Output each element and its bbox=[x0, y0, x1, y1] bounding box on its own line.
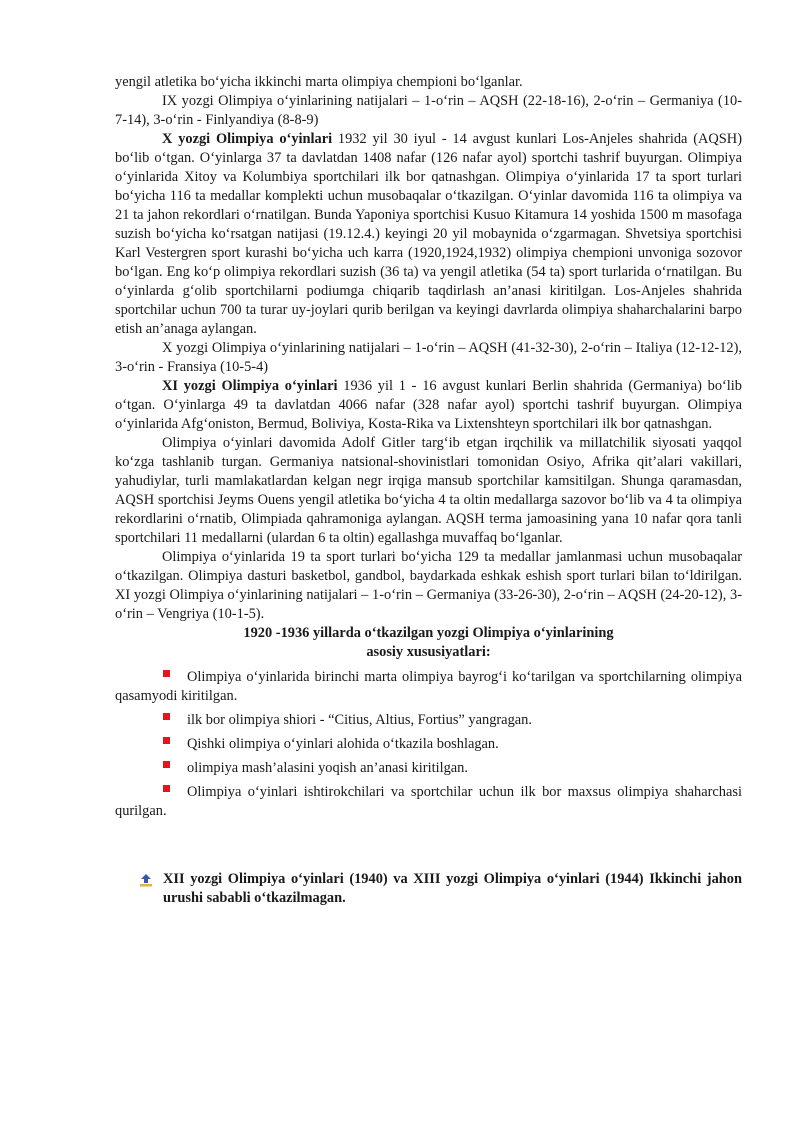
paragraph-ix-results: IX yozgi Olimpiya o‘yinlarining natijalari – 1-o‘rin – AQSH (22-18-16), 2-o‘rin – Germaniya (10-7-14), 3-o‘rin - Finlyandiya (8-8-9) bbox=[115, 93, 742, 128]
paragraph-xi-games bbox=[115, 377, 742, 434]
xi-games-text: 1936 yil 1 - 16 avgust kunlari Berlin shahrida (Germaniya) bo‘lib o‘tgan. O‘yinlarga 49 ta davlatdan 4066 nafar (328 nafar ayol) sportchi tashrif buyurgan. Olimpiya o‘yinlarida Afg‘oniston, Bermud, Boliviya, Kosta-Rika va Lixtenshteyn sportchilari ilk bor qatnashgan. bbox=[115, 378, 742, 432]
final-note-text: XII yozgi Olimpiya o‘yinlari (1940) va XIII yozgi Olimpiya o‘yinlari (1944) Ikkinchi jahon urushi sababli o‘tkazilmagan. bbox=[163, 871, 742, 906]
arrow-bullet-icon bbox=[139, 873, 153, 887]
final-note bbox=[115, 870, 742, 908]
red-square-bullet-icon bbox=[163, 737, 170, 744]
paragraph-xi-politics: Olimpiya o‘yinlari davomida Adolf Gitler targ‘ib etgan irqchilik va millatchilik siyosati yaqqol ko‘zga tashlanib turgan. Germaniya natsional-shovinistlari tomonidan Osiyo, Afrika qit’alari vakillari, yahudiylar, turli mamlakatlardan kelgan negr irqiga mansub sportchilar kamsitilgan. Shunga qaramasdan, AQSH sportchisi Jeyms Ouens yengil atletika bo‘yicha 4 ta oltin medallarga sazovor bo‘lib va 4 ta olimpiya rekordlarini o‘rnatib, Olimpiada qahramoniga aylangan. AQSH terma jamoasining yana 10 nafar qora tanli sportchilari 11 medallarni (ulardan 6 ta oltin) egallashga muvaffaq bo‘lganlar. bbox=[115, 435, 742, 546]
list-item-text: ilk bor olimpiya shiori - “Citius, Altius, Fortius” yangragan. bbox=[187, 712, 532, 728]
list-item bbox=[115, 711, 742, 730]
list-item bbox=[115, 759, 742, 778]
section-heading-line-2: asosiy xususiyatlari: bbox=[366, 644, 491, 660]
paragraph-1: yengil atletika bo‘yicha ikkinchi marta olimpiya chempioni bo‘lganlar. bbox=[115, 74, 523, 90]
list-item bbox=[115, 668, 742, 706]
list-item-text: Olimpiya o‘yinlarida birinchi marta olimpiya bayrog‘i ko‘tarilgan va sportchilarning olimpiya qasamyodi kiritilgan. bbox=[115, 669, 742, 704]
red-square-bullet-icon bbox=[163, 785, 170, 792]
list-item-text: olimpiya mash’alasini yoqish an’anasi kiritilgan. bbox=[187, 760, 468, 776]
list-item bbox=[115, 735, 742, 754]
paragraph-x-games bbox=[115, 130, 742, 339]
red-square-bullet-icon bbox=[163, 713, 170, 720]
list-item-text: Olimpiya o‘yinlari ishtirokchilari va sportchilar uchun ilk bor maxsus olimpiya shaharchasi qurilgan. bbox=[115, 784, 742, 819]
x-games-title: X yozgi Olimpiya o‘yinlari bbox=[162, 131, 333, 147]
paragraph-xi-results: Olimpiya o‘yinlarida 19 ta sport turlari bo‘yicha 129 ta medallar jamlanmasi uchun musobaqalar o‘tkazilgan. Olimpiya dasturi basketbol, gandbol, baydarkada eshkak eshish sport turlari bilan to‘ldirilgan. XI yozgi Olimpiya o‘yinlarining natijalari – 1-o‘rin – Germaniya (33-26-30), 2-o‘rin – AQSH (24-20-12), 3-o‘rin – Vengriya (10-1-5). bbox=[115, 549, 742, 622]
x-games-text: 1932 yil 30 iyul - 14 avgust kunlari Los-Anjeles shahrida (AQSH) bo‘lib o‘tgan. O‘yinlarga 37 ta davlatdan 1408 nafar (126 nafar ayol) sportchi tashrif buyurgan. Olimpiya o‘yinlarida Xitoy va Kolumbiya sportchilari ilk bor qatnashgan. Olimpiya o‘yinlarida 17 ta sport turlari bo‘yicha 116 ta medallar komplekti uchun musobaqalar o‘tkazilgan. O‘yinlar davomida 116 ta olimpiya va 21 ta jahon rekordlari o‘rnatilgan. Bunda Yaponiya sportchisi Kusuo Kitamura 14 yoshida 1500 m masofaga suzish bo‘yicha ko‘rsatgan natijasi (19.12.4.) keyingi 20 yil mobaynida o‘zgarmagan. Shvetsiya sportchisi Karl Vestergren sport kurashi bo‘yicha uch karra (1920,1924,1932) olimpiya chempioni unvoniga sozovor bo‘lgan. Eng ko‘p olimpiya rekordlari suzish (36 ta) va yengil atletika (54 ta) sport turlarida o‘rnatilgan. Bu o‘yinlarda g‘olib sportchilarni podiumga chiqarib taqdirlash an’anasi kiritilgan. Los-Anjeles shahrida sportchilar uchun 700 ta turar uy-joylari qurib berilgan va keyingi davrlarda olimpiya shaharchalarini barpo etish an’anaga aylangan. bbox=[115, 131, 742, 337]
xi-games-title: XI yozgi Olimpiya o‘yinlari bbox=[162, 378, 338, 394]
section-heading-line-1: 1920 -1936 yillarda o‘tkazilgan yozgi Olimpiya o‘yinlarining bbox=[243, 625, 614, 641]
red-square-bullet-icon bbox=[163, 670, 170, 677]
document-page bbox=[115, 73, 742, 908]
red-square-bullet-icon bbox=[163, 761, 170, 768]
features-list bbox=[115, 668, 742, 821]
list-item bbox=[115, 783, 742, 821]
list-item-text: Qishki olimpiya o‘yinlari alohida o‘tkazila boshlagan. bbox=[187, 736, 499, 752]
paragraph-x-results: X yozgi Olimpiya o‘yinlarining natijalari – 1-o‘rin – AQSH (41-32-30), 2-o‘rin – Italiya (12-12-12), 3-o‘rin - Fransiya (10-5-4) bbox=[115, 340, 742, 375]
